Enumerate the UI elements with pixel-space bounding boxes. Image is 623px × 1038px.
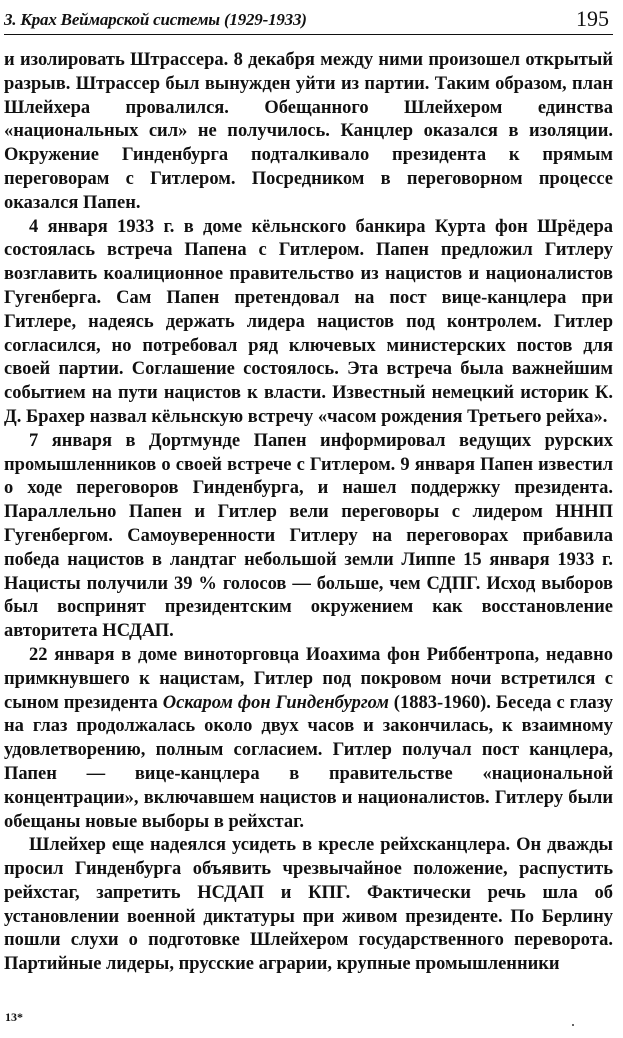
paragraph (4, 644, 613, 834)
paragraph-text: 22 января в доме виноторговца Иоахима фон Риббентропа, недавно примкнувшего к нацистам, Гитлер под покровом ночи встретился с сыном президента (4, 644, 613, 713)
paragraph: и изолировать Штрассера. 8 декабря между ними произошел открытый разрыв. Штрассер был вынужден уйти из партии. Таким образом, план Шлейхера провалился. Обещанного Шлейхером единства «национальных сил» не получилось. Канцлер оказался в изоляции. Окружение Гинденбурга подталкивало президента к прямым переговорам с Гитлером. Посредником в переговорном процессе оказался Папен. (4, 50, 613, 213)
signature-mark: 13* (5, 1010, 23, 1024)
print-dot (572, 1024, 574, 1026)
paragraph-text: (1883-1960). Беседа с глазу на глаз продолжалась около двух часов и закончилась, к взаимному удовлетворению, полным согласием. Гитлер получал пост канцлера, Папен — вице-канцлера в правительстве «национальной концентрации», включавшем нацистов и националистов. Гитлеру были обещаны новые выборы в рейхстаг. (4, 692, 614, 832)
paragraph: Шлейхер еще надеялся усидеть в кресле рейхсканцлера. Он дважды просил Гинденбурга объявить чрезвычайное положение, распустить рейхстаг, запретить НСДАП и КПГ. Фактически речь шла об установлении военной диктатуры при живом президенте. По Берлину пошли слухи о подготовке Шлейхером государственного переворота. Партийные лидеры, прусские аграрии, крупные промышленники (4, 835, 613, 975)
paragraph: 7 января в Дортмунде Папен информировал ведущих рурских промышленников о своей встрече с Гитлером. 9 января Папен известил о ходе переговоров Гинденбурга, и нашел поддержку президента. Параллельно Папен и Гитлер вели переговоры с лидером НННП Гугенбергом. Самоуверенности Гитлеру на переговорах прибавила победа нацистов в ландтаг небольшой земли Липпе 15 января 1933 г. Нацисты получили 39 % голосов — больше, чем СДПГ. Исход выборов был воспринят президентским окружением как восстановление авторитета НСДАП. (4, 430, 613, 642)
emphasized-name: Оскаром фон Гинденбургом (162, 692, 389, 713)
page-number: 195 (576, 6, 609, 31)
running-header (4, 6, 613, 35)
body-text (4, 49, 613, 977)
paragraph: 4 января 1933 г. в доме кёльнского банкира Курта фон Шрёдера состоялась встреча Папена с Гитлером. Папен предложил Гитлеру возглавить коалиционное правительство из нацистов и националистов Гугенберга. Сам Папен претендовал на пост вице-канцлера при Гитлере, надеясь держать лидера нацистов под контролем. Гитлер согласился, но потребовал ряд ключевых министерских постов для своей партии. Соглашение состоялось. Эта встреча была важнейшим событием на пути нацистов к власти. Известный немецкий историк К. Д. Брахер назвал кёльнскую встречу «часом рождения Третьего рейха». (4, 216, 613, 427)
running-title: 3. Крах Веймарской системы (1929-1933) (4, 10, 307, 29)
